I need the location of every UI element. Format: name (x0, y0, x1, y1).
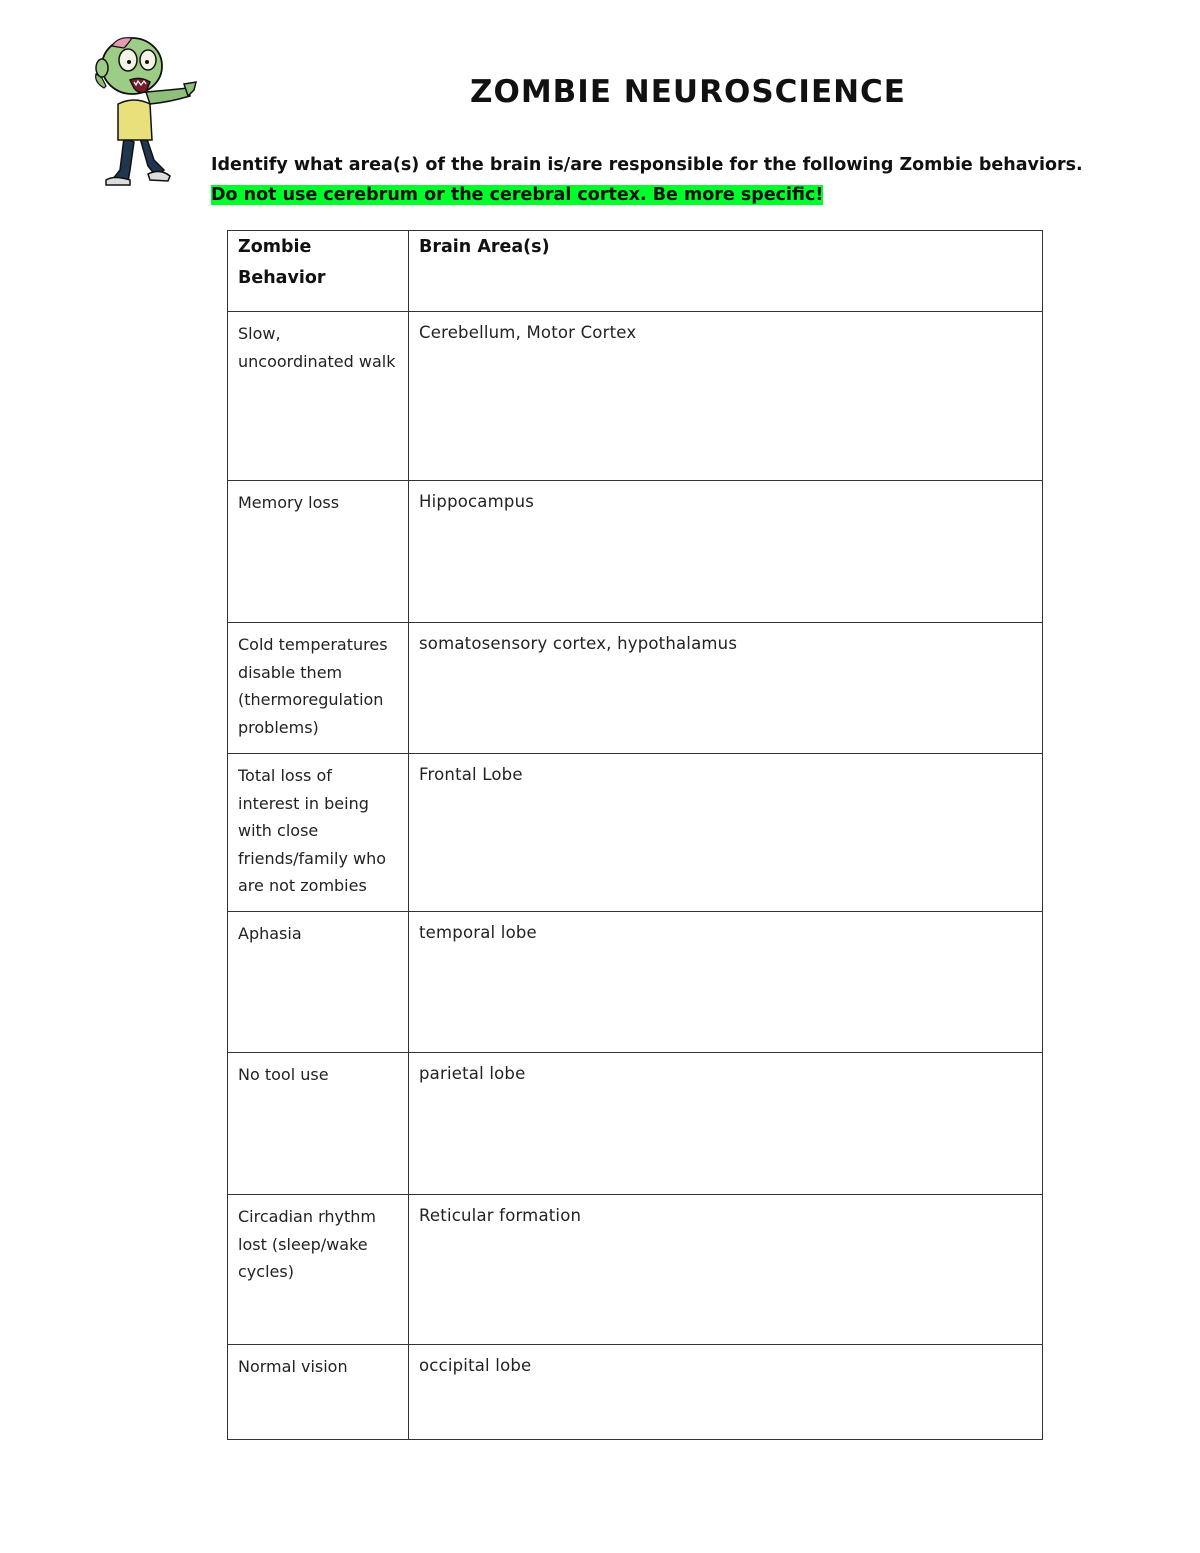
instructions (211, 150, 1111, 210)
behavior-cell: Slow, uncoordinated walk (228, 312, 409, 481)
header-brain-areas: Brain Area(s) (409, 231, 1043, 312)
table-row (228, 912, 1043, 1053)
behavior-cell: Normal vision (228, 1345, 409, 1440)
behavior-cell: Circadian rhythm lost (sleep/wake cycles) (228, 1195, 409, 1345)
page-title: ZOMBIE NEUROSCIENCE (470, 74, 906, 110)
instructions-highlight: Do not use cerebrum or the cerebral cortex. Be more specific! (211, 185, 824, 205)
table-row (228, 1195, 1043, 1345)
brain-area-cell: Reticular formation (409, 1195, 1043, 1345)
table-row (228, 1345, 1043, 1440)
brain-area-cell: Frontal Lobe (409, 754, 1043, 912)
instructions-text: Identify what area(s) of the brain is/are responsible for the following Zombie behaviors. (211, 155, 1083, 175)
behavior-table (227, 230, 1043, 1440)
brain-area-cell: Hippocampus (409, 481, 1043, 623)
brain-area-cell: Cerebellum, Motor Cortex (409, 312, 1043, 481)
table-header-row (228, 231, 1043, 312)
behavior-cell: Aphasia (228, 912, 409, 1053)
behavior-cell: Total loss of interest in being with close friends/family who are not zombies (228, 754, 409, 912)
behavior-cell: No tool use (228, 1053, 409, 1195)
brain-area-cell: temporal lobe (409, 912, 1043, 1053)
table-row (228, 754, 1043, 912)
table-row (228, 481, 1043, 623)
table-row (228, 623, 1043, 754)
header-zombie-behavior: Zombie Behavior (228, 231, 409, 312)
brain-area-cell: parietal lobe (409, 1053, 1043, 1195)
table-row (228, 1053, 1043, 1195)
brain-area-cell: occipital lobe (409, 1345, 1043, 1440)
behavior-cell: Cold temperatures disable them (thermoregulation problems) (228, 623, 409, 754)
behavior-cell: Memory loss (228, 481, 409, 623)
brain-area-cell: somatosensory cortex, hypothalamus (409, 623, 1043, 754)
table-row (228, 312, 1043, 481)
